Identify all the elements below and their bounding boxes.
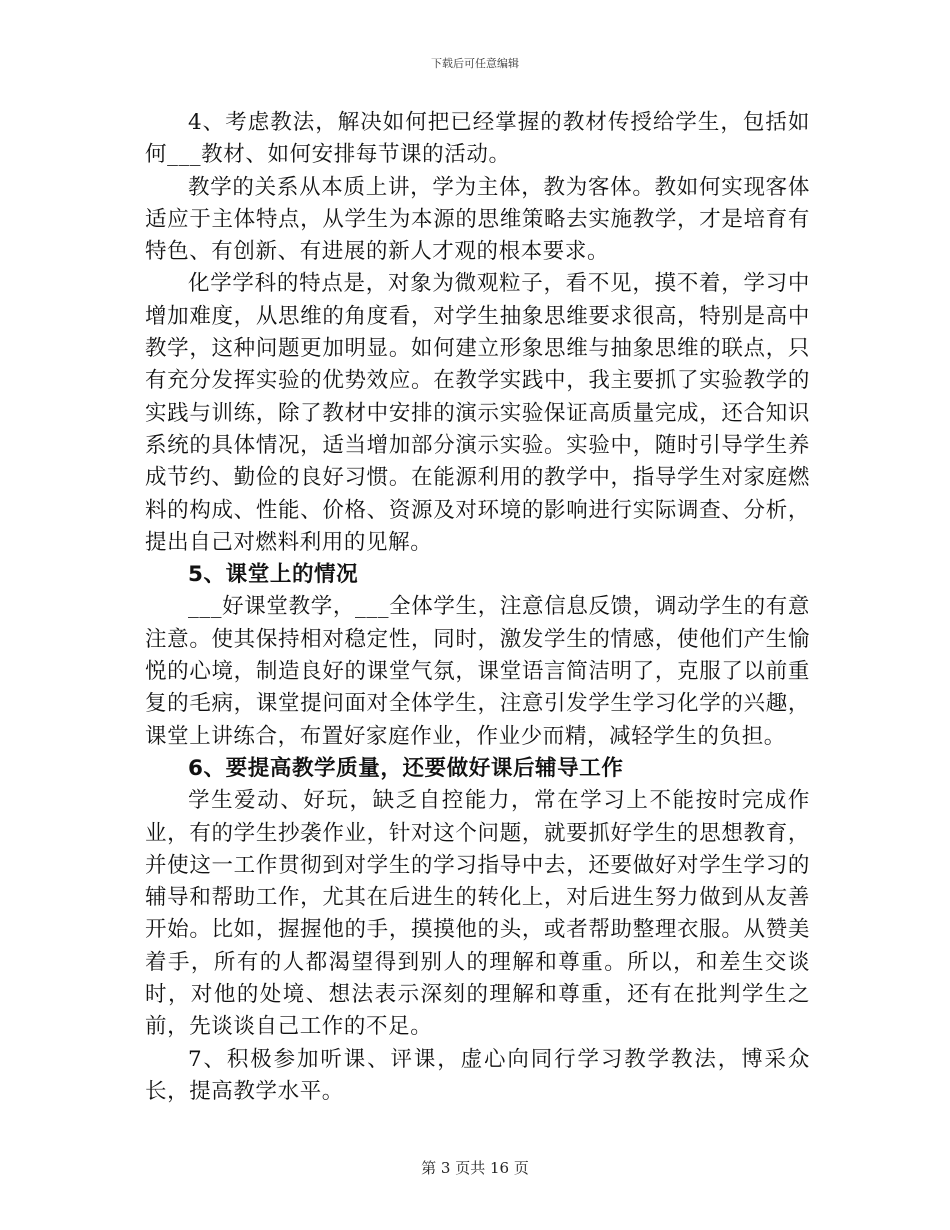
page-footer: 第 3 页共 16 页 bbox=[421, 1159, 529, 1177]
paragraph-classroom: ___好课堂教学，___全体学生，注意信息反馈，调动学生的有意注意。使其保持相对稳定性，同时，激发学生的情感，使他们产生愉悦的心境，制造良好的课堂气氛，课堂语言简洁明了，克服了以前重复的毛病，课堂提问面对全体学生，注意引发学生学习化学的兴趣，课堂上讲练合，布置好家庭作业，作业少而精，减轻学生的负担。 bbox=[145, 594, 810, 749]
paragraph-peer-learning: 7、积极参加听课、评课，虚心向同行学习教学教法，博采众长，提高教学水平。 bbox=[145, 1046, 810, 1104]
section-heading-classroom: 5、课堂上的情况 bbox=[188, 562, 359, 588]
page-header: 下载后可任意编辑 bbox=[431, 57, 519, 70]
paragraph-teaching-relationship: 教学的关系从本质上讲，学为主体，教为客体。教如何实现客体适应于主体特点，从学生为本源的思维策略去实施教学，才是培育有特色、有创新、有进展的新人才观的根本要求。 bbox=[145, 174, 810, 265]
document-body bbox=[145, 107, 810, 1108]
paragraph-chemistry-features: 化学学科的特点是，对象为微观粒子，看不见，摸不着，学习中增加难度，从思维的角度看，对学生抽象思维要求很高，特别是高中教学，这种问题更加明显。如何建立形象思维与抽象思维的联点，只有充分发挥实验的优势效应。在教学实践中，我主要抓了实验教学的实践与训练，除了教材中安排的演示实验保证高质量完成，还合知识系统的具体情况，适当增加部分演示实验。实验中，随时引导学生养成节约、勤俭的良好习惯。在能源利用的教学中，指导学生对家庭燃料的构成、性能、价格、资源及对环境的影响进行实际调查、分析，提出自己对燃料利用的见解。 bbox=[145, 271, 810, 555]
section-heading-tutoring: 6、要提高教学质量，还要做好课后辅导工作 bbox=[188, 755, 624, 781]
paragraph-teaching-method: 4、考虑教法，解决如何把已经掌握的教材传授给学生，包括如何___教材、如何安排每节课的活动。 bbox=[145, 110, 810, 168]
paragraph-tutoring: 学生爱动、好玩，缺乏自控能力，常在学习上不能按时完成作业，有的学生抄袭作业，针对这个问题，就要抓好学生的思想教育，并使这一工作贯彻到对学生的学习指导中去，还要做好对学生学习的辅导和帮助工作，尤其在后进生的转化上，对后进生努力做到从友善开始。比如，握握他的手，摸摸他的头，或者帮助整理衣服。从赞美着手，所有的人都渴望得到别人的理解和尊重。所以，和差生交谈时，对他的处境、想法表示深刻的理解和尊重，还有在批判学生之前，先谈谈自己工作的不足。 bbox=[145, 788, 810, 1040]
